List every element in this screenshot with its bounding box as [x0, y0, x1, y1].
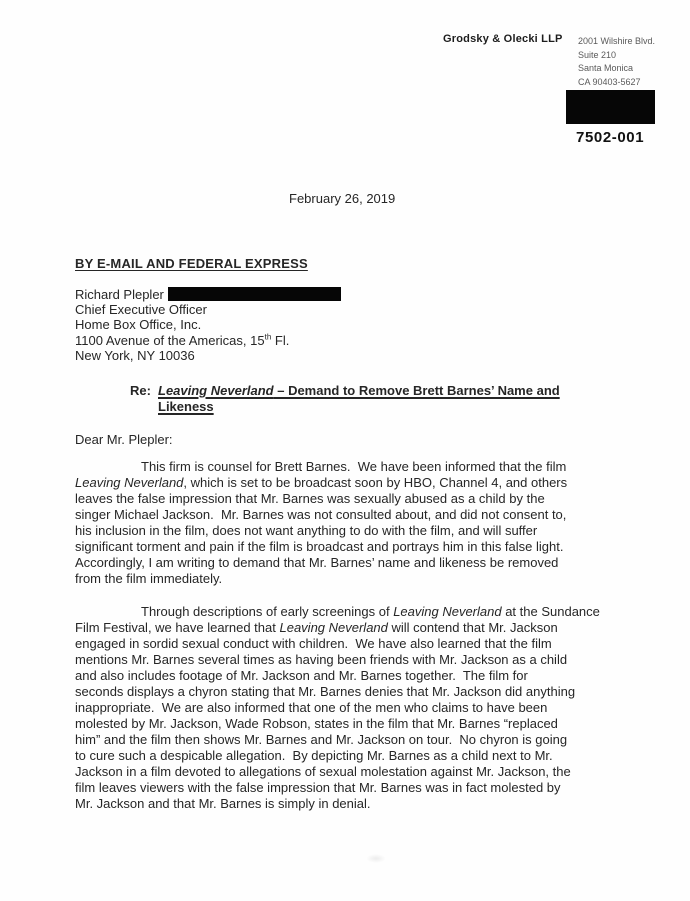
text-line — [75, 780, 675, 796]
text-line — [578, 76, 655, 90]
text-segment: Home Box Office, Inc. — [75, 317, 202, 333]
text-segment: – Demand to Remove Brett Barnes’ Name and — [273, 383, 560, 398]
text-segment: significant torment and pain if the film is broadcast and portrays him in this false light. — [75, 539, 564, 554]
text-line — [158, 399, 560, 415]
letterhead-firm-name: Grodsky & Olecki LLP — [443, 33, 563, 45]
text-segment: at the Sundance — [501, 604, 600, 619]
text-line — [75, 507, 675, 523]
text-segment: Richard Plepler — [75, 287, 164, 302]
text-segment: Fl. — [271, 332, 290, 348]
text-line — [75, 684, 675, 700]
text-segment: to cure such a despicable allegation. By depicting Mr. Barnes as a child next to Mr. — [75, 748, 553, 763]
text-line — [75, 700, 675, 716]
text-line — [75, 333, 341, 348]
body-paragraph-2 — [75, 604, 675, 812]
text-line — [75, 764, 675, 780]
text-segment: This firm is counsel for Brett Barnes. We have been informed that the film — [141, 459, 567, 474]
text-segment: will contend that Mr. Jackson — [387, 620, 558, 635]
file-number: 7502-001 — [576, 129, 645, 146]
recipient-block — [75, 287, 341, 363]
text-segment: 1100 Avenue of the Americas, 15 — [75, 332, 265, 348]
text-line — [75, 475, 675, 491]
text-segment: seconds displays a chyron stating that Mr. Barnes denies that Mr. Jackson did anything — [75, 684, 576, 699]
letter-date: February 26, 2019 — [289, 191, 396, 206]
text-segment: Suite 210 — [578, 49, 617, 60]
text-line — [75, 317, 341, 332]
scan-smudge — [366, 854, 386, 863]
text-line — [75, 732, 675, 748]
text-segment: Santa Monica — [578, 63, 634, 73]
text-line — [75, 287, 341, 302]
text-segment: , which is set to be broadcast soon by HBO, Channel 4, and others — [183, 475, 568, 490]
text-segment: inappropriate. We are also informed that one of the men who claims to have been — [75, 700, 548, 715]
text-segment: him” and the film then shows Mr. Barnes and Mr. Jackson on tour. No chyron is going — [75, 732, 568, 747]
text-segment: Mr. Jackson and that Mr. Barnes is simply in denial. — [75, 796, 371, 811]
text-line — [75, 571, 675, 587]
text-segment: singer Michael Jackson. Mr. Barnes was not consulted about, and did not consent to, — [75, 507, 567, 522]
text-segment: Likeness — [158, 399, 214, 414]
text-line — [75, 636, 675, 652]
body-paragraph-1 — [75, 459, 675, 587]
text-line — [75, 539, 675, 555]
re-label: Re: — [130, 383, 151, 398]
re-block — [130, 383, 560, 415]
re-subject — [158, 383, 560, 415]
text-segment: Leaving Neverland — [393, 604, 502, 619]
text-segment: film leaves viewers with the false impression that Mr. Barnes was in fact molested by — [75, 780, 561, 795]
text-line — [75, 620, 675, 636]
delivery-method: BY E-MAIL AND FEDERAL EXPRESS — [75, 256, 308, 271]
text-line — [75, 748, 675, 764]
text-line — [75, 459, 675, 475]
text-segment: CA 90403-5627 — [578, 76, 641, 87]
text-segment: and also includes footage of Mr. Jackson and Mr. Barnes together. The film for — [75, 668, 528, 683]
text-segment: New York, NY 10036 — [75, 347, 195, 363]
text-segment: Leaving Neverland — [279, 620, 388, 635]
text-segment: from the film immediately. — [75, 571, 223, 586]
text-segment: his inclusion in the film, does not want anything to do with the film, and will suffer — [75, 523, 538, 538]
text-segment: molested by Mr. Jackson, Wade Robson, states in the film that Mr. Barnes “replaced — [75, 716, 558, 731]
text-segment: Film Festival, we have learned that — [75, 620, 280, 635]
text-segment: 2001 Wilshire Blvd. — [578, 36, 656, 46]
text-line — [75, 652, 675, 668]
text-line — [75, 604, 675, 620]
text-line — [158, 383, 560, 399]
text-segment: th — [264, 332, 272, 342]
letterhead-address — [578, 35, 655, 89]
text-line — [75, 491, 675, 507]
text-segment: leaves the false impression that Mr. Barnes was sexually abused as a child by the — [75, 491, 545, 506]
text-line — [75, 523, 675, 539]
text-line — [75, 555, 675, 571]
text-line — [578, 62, 655, 76]
text-line — [75, 796, 675, 812]
text-segment: Leaving Neverland — [75, 475, 184, 490]
salutation: Dear Mr. Plepler: — [75, 432, 173, 447]
text-line — [75, 716, 675, 732]
redaction-box — [566, 90, 655, 124]
text-segment: Leaving Neverland — [158, 383, 274, 398]
text-segment: mentions Mr. Barnes several times as having been friends with Mr. Jackson as a child — [75, 652, 568, 667]
text-segment: Through descriptions of early screenings of — [141, 604, 394, 619]
text-segment: Chief Executive Officer — [75, 302, 207, 318]
text-line — [75, 348, 341, 363]
redaction-bar — [168, 287, 341, 301]
text-line — [578, 35, 655, 49]
text-line — [75, 302, 341, 317]
text-segment: engaged in sordid sexual conduct with children. We have also learned that the film — [75, 636, 552, 651]
text-segment: Accordingly, I am writing to demand that Mr. Barnes’ name and likeness be removed — [75, 555, 559, 570]
text-line — [578, 49, 655, 63]
text-segment: Jackson in a film devoted to allegations of sexual molestation against Mr. Jackson, the — [75, 764, 571, 779]
text-line — [75, 668, 675, 684]
